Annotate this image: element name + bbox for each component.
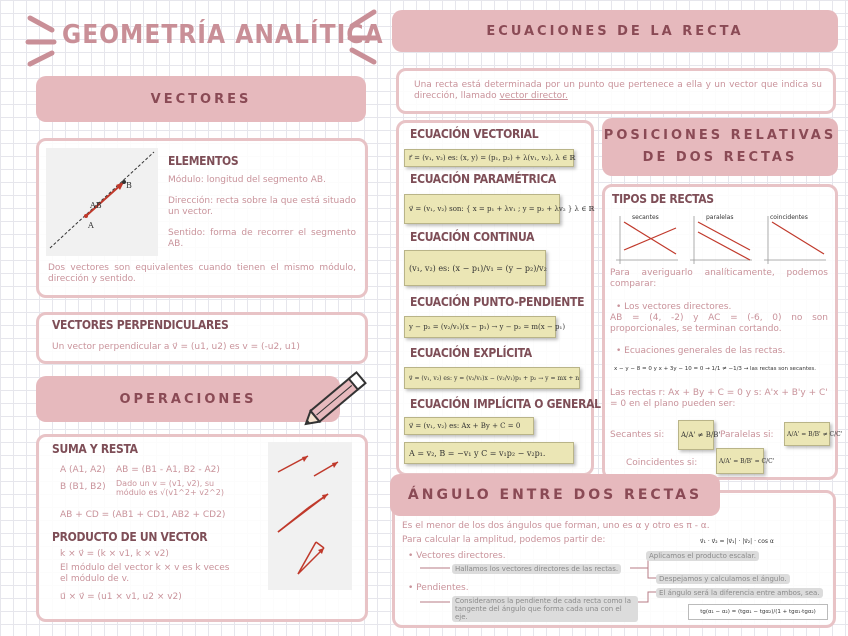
label-ab: AB	[90, 201, 102, 210]
bullet1-text: AB = (4, -2) y AC = (-6, 0) no son proporcionales, se terminan cortando.	[610, 313, 828, 334]
intro-text: Una recta está determinada por un punto que pertenece a ella y un vector que indica su dirección, llamado	[414, 80, 822, 101]
posiciones-banner-line2: DE DOS RECTAS	[642, 150, 798, 165]
vector-ab-figure	[46, 148, 158, 256]
coincidentes-equation: A/A' = B/B' = C/C'	[716, 448, 764, 474]
angulo-intro: Es el menor de los dos ángulos que forman, uno es α y otro es π - α.	[402, 521, 710, 531]
bullet1-label: Los vectores directores.	[624, 302, 732, 312]
formula-producto-escalar: v⃗₁ · v⃗₂ = |v⃗₁| · |v⃗₂| · cos α	[700, 538, 774, 545]
perpendiculares-text: Un vector perpendicular a v⃗ = (u1, u2) es v = (-u2, u1)	[52, 342, 300, 352]
ab-cd-formula: AB + CD = (AB1 + CD1, AB2 + CD2)	[60, 510, 226, 520]
angulo-bullet-vectores: • Vectores directores.	[408, 551, 506, 561]
sentido-text: Sentido: forma de recorrer el segmento AB.	[168, 228, 356, 249]
parametrica-equation: v⃗ = (v₁, v₂) son: { x = p₁ + λv₁ ; y = p₂ + λv₂ } λ ∈ ℝ	[404, 194, 560, 224]
tipos-rectas-figure	[610, 210, 830, 266]
punto-pendiente-heading: ECUACIÓN PUNTO-PENDIENTE	[410, 295, 585, 309]
vectores-banner: VECTORES	[36, 76, 366, 122]
fig-paralelas: paralelas	[706, 214, 734, 221]
pill-producto-escalar: Aplicamos el producto escalar.	[646, 551, 759, 561]
modulo-text: Módulo: longitud del segmento AB.	[168, 175, 326, 185]
explicita-heading: ECUACIÓN EXPLÍCITA	[410, 346, 532, 360]
angulo-banner: ÁNGULO ENTRE DOS RECTAS	[390, 474, 720, 516]
ecuaciones-banner: ECUACIONES DE LA RECTA	[392, 10, 838, 52]
angulo-bullet1: Vectores directores.	[416, 551, 506, 561]
secantes-equation: A/A' ≠ B/B'	[678, 420, 714, 450]
direccion-text: Dirección: recta sobre la que está situado un vector.	[168, 196, 356, 217]
pencil-icon	[296, 366, 380, 428]
vectorial-equation: r⃗ = (v₁, v₂) es: (x, y) = (p₁, p₂) + λ(v₁, v₂), λ ∈ ℝ	[404, 149, 574, 167]
eq-example: x − y − 8 = 0 y x + 3y − 10 = 0 → 1/1 ≠ −1/3 → las rectas son secantes.	[614, 366, 816, 372]
fig-secantes: secantes	[632, 214, 659, 221]
angulo-bullet-pendientes: • Pendientes.	[408, 583, 469, 593]
suma-resta-heading: SUMA Y RESTA	[52, 442, 138, 456]
elementos-heading: ELEMENTOS	[168, 154, 239, 168]
implicita-equation-coefficients: A = v₂, B = −v₁ y C = v₁p₂ − v₂p₁.	[404, 442, 574, 464]
label-a: A	[88, 221, 94, 230]
implicita-equation: v⃗ = (v₁, v₂) es: Ax + By + C = 0	[404, 417, 534, 435]
coincidentes-label: Coincidentes si:	[626, 458, 698, 468]
explicita-equation: v⃗ = (v₁, v₂) es: y = (v₂/v₁)x − (v₂/v₁)p₁ + p₂ → y = mx + n	[404, 367, 580, 389]
label-b: B	[126, 181, 132, 190]
angulo-para: Para calcular la amplitud, podemos partir de:	[402, 535, 606, 545]
tipos-heading: TIPOS DE RECTAS	[612, 192, 714, 206]
title-decoration-left	[22, 8, 62, 68]
averiguar-text: Para averiguarlo analíticamente, podemos comparar:	[610, 268, 828, 289]
uv-formula: u⃗ × v⃗ = (u1 × v1, u2 × v2)	[60, 592, 182, 602]
pill-diferencia: El ángulo será la diferencia entre ambos, sea.	[656, 588, 823, 598]
kv-text: El módulo del vector k × v es k veces el módulo de v.	[60, 563, 230, 584]
kv-formula: k × v⃗ = (k × v1, k × v2)	[60, 549, 169, 559]
pill-hallamos: Hallamos los vectores directores de las rectas.	[452, 564, 621, 574]
page-title: GEOMETRÍA ANALÍTICA	[62, 20, 384, 50]
fig-coincidentes: coincidentes	[770, 214, 808, 221]
paralelas-equation: A/A' = B/B' ≠ C/C'	[784, 422, 830, 446]
punto-pendiente-equation: y − p₂ = (v₂/v₁)(x − p₁) → y − p₂ = m(x − p₁)	[404, 316, 556, 338]
modulo-formula-2: módulo es √(v1^2+ v2^2)	[116, 488, 224, 497]
b-point-text: B (B1, B2)	[60, 482, 106, 492]
angulo-bullet2: Pendientes.	[416, 583, 469, 593]
vector-director-link[interactable]: vector director.	[499, 91, 568, 101]
vectorial-heading: ECUACIÓN VECTORIAL	[410, 127, 539, 141]
parametrica-heading: ECUACIÓN PARAMÉTRICA	[410, 172, 556, 186]
ecuaciones-intro	[414, 80, 822, 102]
pill-despejamos: Despejamos y calculamos el ángulo.	[656, 574, 790, 584]
posiciones-banner	[602, 118, 838, 176]
pill-pendiente: Consideramos la pendiente de cada recta como la tangente del ángulo que forma cada una con el eje.	[452, 596, 638, 622]
implicita-heading: ECUACIÓN IMPLÍCITA O GENERAL	[410, 397, 601, 411]
a-point-text: A (A1, A2)	[60, 465, 106, 475]
perpendiculares-heading: VECTORES PERPENDICULARES	[52, 318, 229, 332]
continua-equation: (v₁, v₂) es: (x − p₁)/v₁ = (y − p₂)/v₂	[404, 250, 546, 286]
producto-heading: PRODUCTO DE UN VECTOR	[52, 530, 208, 544]
operaciones-banner: OPERACIONES	[36, 376, 340, 422]
continua-heading: ECUACIÓN CONTINUA	[410, 230, 535, 244]
secantes-label: Secantes si:	[610, 430, 665, 440]
equivalentes-text: Dos vectores son equivalentes cuando tienen el mismo módulo, dirección y sentido.	[48, 263, 356, 284]
ab-formula: AB = (B1 - A1, B2 - A2)	[116, 465, 220, 475]
title-decoration-right	[342, 4, 382, 66]
rectas-text: Las rectas r: Ax + By + C = 0 y s: A'x + B'y + C' = 0 en el plano pueden ser:	[610, 388, 828, 409]
formula-tangente: tg(α₁ − α₂) = (tgα₁ − tgα₂)/(1 + tgα₁·tgα₂)	[688, 604, 828, 620]
bullet2-label: Ecuaciones generales de las rectas.	[624, 346, 786, 356]
modulo-formula-1: Dado un v = (v1, v2), su	[116, 479, 215, 488]
bullet-vectores-directores: • Los vectores directores.	[616, 302, 732, 312]
bullet-ecuaciones-generales: • Ecuaciones generales de las rectas.	[616, 346, 786, 356]
vector-operations-figure	[268, 442, 352, 590]
paralelas-label: Paralelas si:	[720, 430, 774, 440]
posiciones-banner-line1: POSICIONES RELATIVAS	[603, 128, 837, 143]
